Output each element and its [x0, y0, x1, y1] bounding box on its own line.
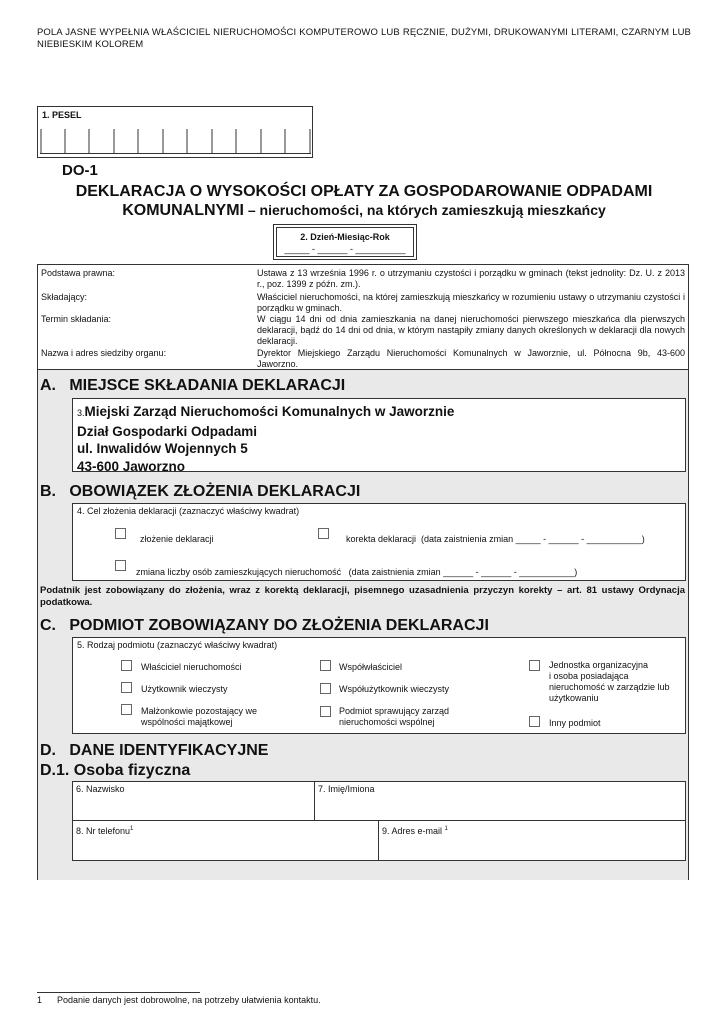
- firstname-label: 7. Imię/Imiona: [318, 784, 375, 794]
- info-label-submitter: Składający:: [41, 292, 88, 302]
- top-note: POLA JASNE WYPEŁNIA WŁAŚCICIEL NIERUCHOMOŚCI KOMPUTEROWO LUB RĘCZNIE, DUŻYMI, DRUKOWANYMI LITERAMI, CZARNYM LUB NIEBIESKIM KOLOREM: [37, 27, 691, 50]
- label-co-perpetual-user: Współużytkownik wieczysty: [339, 684, 450, 694]
- section-c-field-label: 5. Rodzaj podmiotu (zaznaczyć właściwy kwadrat): [77, 640, 278, 650]
- info-value-legal-basis: Ustawa z 13 września 1996 r. o utrzymaniu czystości i porządku w gminach (tekst jednolity: Dz. U. z 2013 r., poz. 1399 z późn. zm.).: [257, 268, 685, 289]
- date-box: [273, 224, 417, 260]
- footnote-number: 1: [37, 995, 43, 1005]
- section-a-line-1: Miejski Zarząd Nieruchomości Komunalnych w Jaworznie: [84, 404, 455, 419]
- label-correction: korekta deklaracji (data zaistnienia zmian _____ - ______ - ___________): [346, 534, 645, 544]
- firstname-field[interactable]: [315, 782, 685, 821]
- phone-footnote-ref: 1: [130, 826, 134, 832]
- email-label: [382, 824, 448, 837]
- checkbox-submission[interactable]: [115, 528, 126, 539]
- title-line-2-bold: KOMUNALNYMI: [122, 202, 244, 219]
- info-label-deadline: Termin składania:: [41, 314, 112, 324]
- email-field[interactable]: [379, 821, 685, 860]
- checkbox-spouses[interactable]: [121, 704, 132, 715]
- info-value-submitter: Właściciel nieruchomości, na której zamieszkują mieszkańcy w rozumieniu ustawy o utrzymaniu czystości i porządku w gminach.: [257, 292, 685, 313]
- label-owner: Właściciel nieruchomości: [141, 662, 242, 672]
- label-residents-change: zmiana liczby osób zamieszkujących nieruchomość (data zaistnienia zmian ______ - ______ - ___________): [136, 567, 578, 577]
- email-footnote-ref: 1: [444, 826, 448, 832]
- info-label-authority: Nazwa i adres siedziby organu:: [41, 348, 167, 358]
- footnote-divider: [37, 992, 200, 993]
- info-value-authority: Dyrektor Miejskiego Zarządu Nieruchomości Komunalnych w Jaworznie, ul. Północna 9b, 43-600 Jaworzno.: [257, 348, 685, 369]
- section-a-line-4: 43-600 Jaworzno: [77, 458, 186, 474]
- checkbox-coowner[interactable]: [320, 660, 331, 671]
- label-other: Inny podmiot: [549, 718, 601, 728]
- info-label-legal-basis: Podstawa prawna:: [41, 268, 116, 278]
- info-block: [37, 264, 689, 370]
- label-organization: Jednostka organizacyjna i osoba posiadająca nieruchomość w zarządzie lub użytkowaniu: [549, 660, 670, 703]
- section-a-address-box: [72, 398, 686, 472]
- label-coowner: Współwłaściciel: [339, 662, 403, 672]
- pesel-label: 1. PESEL: [42, 110, 82, 120]
- label-spouses: Małżonkowie pozostający we wspólności majątkowej: [141, 706, 258, 727]
- section-a-line-3: ul. Inwalidów Wojennych 5: [77, 441, 248, 456]
- section-a-field-num: 3.: [77, 408, 85, 418]
- pesel-digit-cells: [40, 127, 311, 153]
- surname-label: 6. Nazwisko: [76, 784, 125, 794]
- section-b-field-label: 4. Cel złożenia deklaracji (zaznaczyć właściwy kwadrat): [77, 506, 300, 516]
- checkbox-residents-change[interactable]: [115, 560, 126, 571]
- section-b-note: Podatnik jest zobowiązany do złożenia, wraz z korektą deklaracji, pisemnego uzasadnienia przyczyn korekty – art. 81 ustawy Ordynacja podatkowa.: [40, 585, 685, 608]
- form-code: DO-1: [62, 162, 98, 179]
- email-label-text: 9. Adres e-mail: [382, 826, 445, 836]
- phone-label: [76, 824, 133, 837]
- title-line-2: [40, 201, 688, 220]
- checkbox-joint-manager[interactable]: [320, 706, 331, 717]
- page-title: [40, 182, 688, 220]
- section-a-heading: A. MIEJSCE SKŁADANIA DEKLARACJI: [40, 377, 346, 394]
- checkbox-other[interactable]: [529, 716, 540, 727]
- checkbox-owner[interactable]: [121, 660, 132, 671]
- label-perpetual-user: Użytkownik wieczysty: [141, 684, 228, 694]
- checkbox-co-perpetual-user[interactable]: [320, 683, 331, 694]
- checkbox-perpetual-user[interactable]: [121, 682, 132, 693]
- phone-label-text: 8. Nr telefonu: [76, 826, 131, 836]
- label-joint-manager: Podmiot sprawujący zarząd nieruchomości wspólnej: [339, 706, 450, 727]
- checkbox-organization[interactable]: [529, 660, 540, 671]
- section-d-box: [72, 781, 686, 861]
- pesel-input[interactable]: [40, 127, 311, 154]
- date-input[interactable]: _____ - ______ - __________: [284, 244, 406, 254]
- section-d-heading: D. DANE IDENTYFIKACYJNE: [40, 742, 269, 759]
- section-b-heading: B. OBOWIĄZEK ZŁOŻENIA DEKLARACJI: [40, 483, 361, 500]
- title-line-1: DEKLARACJA O WYSOKOŚCI OPŁATY ZA GOSPODAROWANIE ODPADAMI: [75, 183, 653, 200]
- footnote-text: Podanie danych jest dobrowolne, na potrzeby ułatwienia kontaktu.: [57, 995, 321, 1005]
- title-line-2-rest: – nieruchomości, na których zamieszkują mieszkańcy: [243, 202, 606, 218]
- phone-field[interactable]: [73, 821, 379, 860]
- section-a-line-2: Dział Gospodarki Odpadami: [77, 423, 258, 439]
- section-b-box: [72, 503, 686, 581]
- surname-field[interactable]: [73, 782, 315, 821]
- section-d1-heading: D.1. Osoba fizyczna: [40, 762, 191, 779]
- label-submission: złożenie deklaracji: [140, 534, 214, 544]
- section-c-heading: C. PODMIOT ZOBOWIĄZANY DO ZŁOŻENIA DEKLARACJI: [40, 617, 489, 634]
- checkbox-correction[interactable]: [318, 528, 329, 539]
- section-c-box: [72, 637, 686, 734]
- date-label: 2. Dzień-Miesiąc-Rok: [300, 232, 390, 242]
- info-value-deadline: W ciągu 14 dni od dnia zamieszkania na danej nieruchomości pierwszego mieszkańca dla pierwszych deklaracji, bądź do 14 dni od dnia, w którym nastąpiły zmiany danych określonych w deklaracji dla nowych deklaracji.: [257, 314, 685, 346]
- pesel-box: [37, 106, 313, 158]
